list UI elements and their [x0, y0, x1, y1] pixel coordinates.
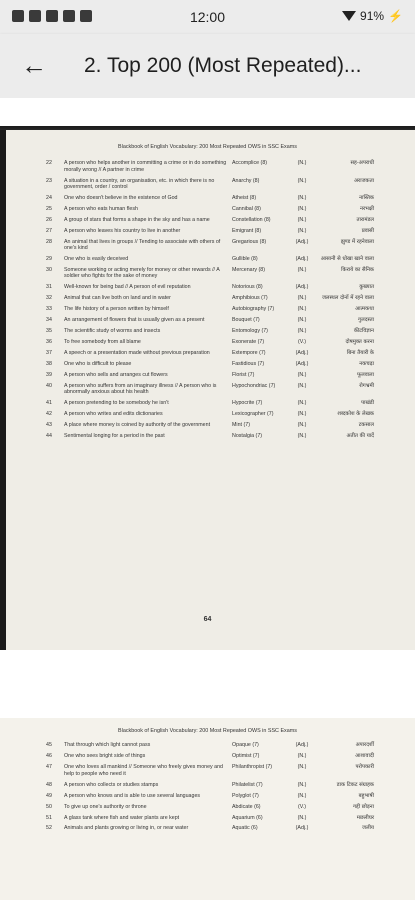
entry-part-of-speech: (N.)	[297, 227, 307, 234]
entry-number: 23	[46, 177, 52, 184]
app-bar	[0, 34, 415, 98]
entry-hindi-meaning: तारामंडल	[356, 216, 374, 223]
entry-number: 30	[46, 266, 52, 273]
entry-word: Philatelist (7)	[232, 781, 263, 788]
entry-definition: A person who writes and edits dictionaries	[64, 411, 163, 418]
entry-hindi-meaning: कीटविज्ञान	[353, 328, 374, 334]
entry-number: 47	[46, 764, 52, 771]
clock: 12:00	[189, 9, 226, 25]
entry-word: Optimist (7)	[232, 753, 260, 760]
entry-hindi-meaning: अराजकता	[354, 177, 374, 184]
entry-definition: A group of stars that forms a shape in the sky and has a name	[64, 216, 210, 223]
entry-word: Nostalgia (7)	[232, 433, 263, 440]
entry-part-of-speech: (N.)	[297, 328, 307, 334]
entry-hindi-meaning: झुण्ड में रहनेवाला	[340, 238, 374, 245]
entry-definition: A person who leaves his country to live in another	[64, 227, 181, 234]
entry-number: 28	[46, 238, 52, 245]
table-row	[46, 381, 406, 398]
entry-part-of-speech: (N.)	[297, 371, 307, 378]
table-row	[46, 192, 406, 203]
entry-hindi-meaning: अतीत की यादें	[346, 433, 374, 440]
table-row	[46, 751, 406, 762]
entry-part-of-speech: (N.)	[297, 194, 307, 201]
entry-part-of-speech: (Adj.)	[295, 349, 309, 356]
entry-definition: A place where money is coined by authority of the government	[64, 422, 211, 429]
entry-definition: Animals and plants growing or living in, or near water	[64, 825, 189, 832]
table-row	[46, 175, 406, 192]
entry-word: Bouquet (7)	[232, 317, 260, 324]
entry-word: Gullible (8)	[232, 255, 258, 262]
entry-word: Mercenary (8)	[232, 266, 265, 273]
entry-hindi-meaning: नकचढ़ा	[359, 360, 374, 367]
table-row	[46, 214, 406, 225]
entry-definition: An arrangement of flowers that is usually given as a present	[64, 317, 205, 324]
back-arrow-icon[interactable]: ←	[21, 50, 47, 80]
entry-hindi-meaning: पाखंडी	[361, 400, 374, 407]
entry-number: 41	[46, 400, 52, 407]
entry-part-of-speech: (N.)	[297, 205, 307, 212]
entry-part-of-speech: (N.)	[297, 295, 307, 302]
table-row	[46, 337, 406, 348]
table-row	[46, 370, 406, 381]
entry-word: Mint (7)	[232, 422, 250, 429]
entry-part-of-speech: (V.)	[297, 338, 307, 345]
entry-part-of-speech: (N.)	[297, 400, 307, 407]
entry-part-of-speech: (N.)	[297, 306, 307, 313]
vocab-table	[46, 158, 406, 442]
entry-number: 31	[46, 284, 52, 291]
entry-hindi-meaning: अपारदर्शी	[355, 742, 374, 749]
entry-part-of-speech: (N.)	[297, 422, 307, 429]
entry-word: Notorious (8)	[232, 284, 263, 291]
page-header: Blackbook of English Vocabulary: 200 Most Repeated OWS in SSC Exams	[118, 144, 297, 150]
entry-word: Florist (7)	[232, 371, 255, 378]
page-number: 64	[203, 616, 212, 623]
page-title: 2. Top 200 (Most Repeated)...	[84, 54, 362, 77]
entry-hindi-meaning: डाक टिकट संग्राहक	[336, 781, 374, 788]
entry-number: 37	[46, 349, 52, 356]
table-row	[46, 740, 406, 751]
entry-word: Aquarium (6)	[232, 814, 263, 821]
table-row	[46, 431, 406, 442]
entry-part-of-speech: (V.)	[297, 803, 307, 810]
table-row	[46, 158, 406, 175]
entry-number: 50	[46, 803, 52, 810]
entry-word: Accomplice (8)	[232, 160, 268, 167]
entry-hindi-meaning: नास्तिक	[359, 194, 374, 201]
table-row	[46, 790, 406, 801]
entry-definition: A person who sells and arranges cut flowers	[64, 371, 168, 378]
table-row	[46, 326, 406, 337]
system-icons	[342, 9, 403, 23]
table-row	[46, 409, 406, 420]
entry-definition: One who sees bright side of things	[64, 753, 146, 760]
table-row	[46, 225, 406, 236]
entry-definition: Sentimental longing for a period in the past	[64, 433, 165, 440]
entry-number: 40	[46, 382, 52, 389]
document-page	[0, 718, 415, 900]
entry-number: 29	[46, 255, 52, 262]
entry-word: Amphibious (7)	[232, 295, 268, 302]
entry-number: 42	[46, 411, 52, 418]
entry-word: Gregarious (8)	[232, 238, 267, 245]
entry-hindi-meaning: आशावादी	[355, 753, 374, 760]
entry-definition: Animal that can live both on land and in water	[64, 295, 171, 302]
table-row	[46, 282, 406, 293]
entry-word: Polyglot (7)	[232, 792, 259, 799]
entry-hindi-meaning: बिना तैयारी के	[346, 349, 374, 356]
entry-word: Entomology (7)	[232, 328, 268, 334]
entry-part-of-speech: (N.)	[297, 160, 307, 167]
entry-hindi-meaning: गुलदस्ता	[358, 317, 374, 324]
entry-hindi-meaning: गद्दी छोड़ना	[353, 803, 374, 810]
entry-definition: To free somebody from all blame	[64, 338, 141, 345]
page-shadow	[0, 130, 6, 650]
entry-definition: A person who collects or studies stamps	[64, 781, 159, 788]
entry-definition: One who loves all mankind // Someone who freely gives money and help to people who need it	[64, 764, 223, 777]
table-row	[46, 293, 406, 304]
entry-definition: One who is difficult to please	[64, 360, 132, 367]
entry-word: Fastidious (7)	[232, 360, 265, 367]
entry-number: 27	[46, 227, 52, 234]
entry-hindi-meaning: फूलवाला	[357, 371, 374, 378]
entry-part-of-speech: (Adj.)	[295, 255, 309, 262]
entry-hindi-meaning: नरभक्षी	[360, 205, 374, 212]
entry-word: Cannibal (8)	[232, 205, 261, 212]
entry-number: 26	[46, 216, 52, 223]
entry-definition: To give up one's authority or throne	[64, 803, 147, 810]
entry-part-of-speech: (N.)	[297, 433, 307, 440]
entry-definition: A person who eats human flesh	[64, 205, 138, 212]
entry-number: 36	[46, 338, 52, 345]
entry-number: 48	[46, 781, 52, 788]
table-row	[46, 420, 406, 431]
table-row	[46, 254, 406, 265]
entry-hindi-meaning: रोगभ्रमी	[359, 382, 374, 389]
wifi-icon	[342, 11, 356, 21]
entry-definition: A person pretending to be somebody he isn't	[64, 400, 169, 407]
entry-hindi-meaning: सह-अपराधी	[350, 160, 374, 167]
entry-definition: A situation in a country, an organisation, etc. in which there is no government, order / control	[64, 177, 215, 190]
table-row	[46, 359, 406, 370]
entry-word: Anarchy (8)	[232, 177, 260, 184]
entry-definition: A person who helps another in committing a crime or in do something morally wrong // A partner in crime	[64, 160, 227, 173]
entry-part-of-speech: (N.)	[297, 792, 307, 799]
entry-part-of-speech: (N.)	[297, 764, 307, 771]
entry-word: Opaque (7)	[232, 742, 259, 749]
table-row	[46, 203, 406, 214]
entry-number: 51	[46, 814, 52, 821]
entry-definition: A glass tank where fish and water plants are kept	[64, 814, 180, 821]
entry-part-of-speech: (N.)	[297, 814, 307, 821]
entry-hindi-meaning: मछलीघर	[356, 814, 374, 821]
entry-number: 45	[46, 742, 52, 749]
entry-part-of-speech: (Adj.)	[295, 825, 309, 832]
entry-number: 32	[46, 295, 52, 302]
entry-hindi-meaning: कुख्यात	[359, 284, 374, 291]
entry-definition: A person who knows and is able to use several languages	[64, 792, 201, 799]
entry-hindi-meaning: किराये का सैनिक	[341, 266, 374, 273]
table-row	[46, 823, 406, 834]
entry-part-of-speech: (Adj.)	[295, 284, 309, 291]
charging-icon: ⚡	[388, 9, 403, 23]
table-row	[46, 236, 406, 253]
table-row	[46, 762, 406, 779]
document-viewer[interactable]	[0, 98, 415, 900]
vocab-table	[46, 740, 406, 834]
entry-number: 44	[46, 433, 52, 440]
entry-word: Autobiography (7)	[232, 306, 275, 313]
entry-part-of-speech: (Adj.)	[295, 742, 309, 749]
entry-part-of-speech: (N.)	[297, 753, 307, 760]
entry-number: 52	[46, 825, 52, 832]
entry-definition: The life history of a person written by himself	[64, 306, 169, 313]
entry-number: 38	[46, 360, 52, 367]
entry-number: 22	[46, 160, 52, 167]
entry-word: Hypocrite (7)	[232, 400, 263, 407]
entry-definition: The scientific study of worms and insects	[64, 328, 161, 334]
table-row	[46, 812, 406, 823]
entry-hindi-meaning: बहुभाषी	[358, 792, 374, 799]
entry-definition: One who is easily deceived	[64, 255, 129, 262]
document-page	[0, 130, 415, 650]
table-row	[46, 779, 406, 790]
status-bar	[0, 0, 415, 34]
entry-part-of-speech: (Adj.)	[295, 360, 309, 367]
entry-hindi-meaning: शब्दकोश के लेखक	[337, 411, 374, 418]
entry-definition: That through which light cannot pass	[64, 742, 151, 749]
entry-hindi-meaning: दोषमुक्त करना	[345, 338, 374, 345]
entry-word: Abdicate (6)	[232, 803, 261, 810]
entry-part-of-speech: (N.)	[297, 317, 307, 324]
entry-hindi-meaning: प्रवासी	[361, 227, 374, 234]
entry-part-of-speech: (N.)	[297, 216, 307, 223]
entry-number: 43	[46, 422, 52, 429]
entry-number: 49	[46, 792, 52, 799]
table-row	[46, 398, 406, 409]
entry-word: Constellation (8)	[232, 216, 271, 223]
entry-word: Aquatic (6)	[232, 825, 258, 832]
entry-part-of-speech: (N.)	[297, 266, 307, 273]
table-row	[46, 304, 406, 315]
entry-part-of-speech: (N.)	[297, 177, 307, 184]
entry-word: Hypochondriac (7)	[232, 382, 276, 389]
entry-word: Lexicographer (7)	[232, 411, 274, 418]
entry-definition: A speech or a presentation made without previous preparation	[64, 349, 210, 356]
entry-definition: A person who suffers from an imaginary illness // A person who is abnormally anxious about his health	[64, 382, 217, 396]
entry-number: 24	[46, 194, 52, 201]
entry-number: 33	[46, 306, 52, 313]
entry-part-of-speech: (N.)	[297, 411, 307, 418]
entry-definition: An animal that lives in groups // Tending to associate with others of one's kind	[64, 238, 221, 251]
entry-word: Atheist (8)	[232, 194, 257, 201]
entry-definition: One who doesn't believe in the existence of God	[64, 194, 178, 201]
table-row	[46, 264, 406, 281]
entry-hindi-meaning: जलस्थल दोनों में रहने वाला	[321, 295, 374, 302]
entry-number: 39	[46, 371, 52, 378]
entry-hindi-meaning: टकसाल	[358, 422, 374, 429]
entry-hindi-meaning: परोपकारी	[355, 764, 374, 771]
entry-word: Philanthropist (7)	[232, 764, 273, 771]
entry-hindi-meaning: आसानी से धोखा खाने वाला	[320, 255, 374, 262]
entry-definition: Well-known for being bad // A person of evil reputation	[64, 284, 191, 291]
entry-hindi-meaning: जलीय	[362, 825, 374, 832]
entry-number: 25	[46, 205, 52, 212]
table-row	[46, 801, 406, 812]
entry-hindi-meaning: आत्मकथा	[355, 306, 374, 313]
page-header: Blackbook of English Vocabulary: 200 Most Repeated OWS in SSC Exams	[118, 728, 297, 734]
entry-number: 46	[46, 753, 52, 760]
entry-word: Extempore (7)	[232, 349, 266, 356]
entry-number: 34	[46, 317, 52, 324]
table-row	[46, 315, 406, 326]
entry-word: Exonerate (7)	[232, 338, 265, 345]
entry-part-of-speech: (N.)	[297, 382, 307, 389]
entry-definition: Someone working or acting merely for money or other rewards // A soldier who fights for the sake of money	[64, 266, 220, 280]
table-row	[46, 348, 406, 359]
entry-number: 35	[46, 328, 52, 334]
entry-part-of-speech: (Adj.)	[295, 238, 309, 245]
entry-word: Emigrant (8)	[232, 227, 262, 234]
entry-part-of-speech: (N.)	[297, 781, 307, 788]
battery-level: 91%	[360, 9, 385, 23]
